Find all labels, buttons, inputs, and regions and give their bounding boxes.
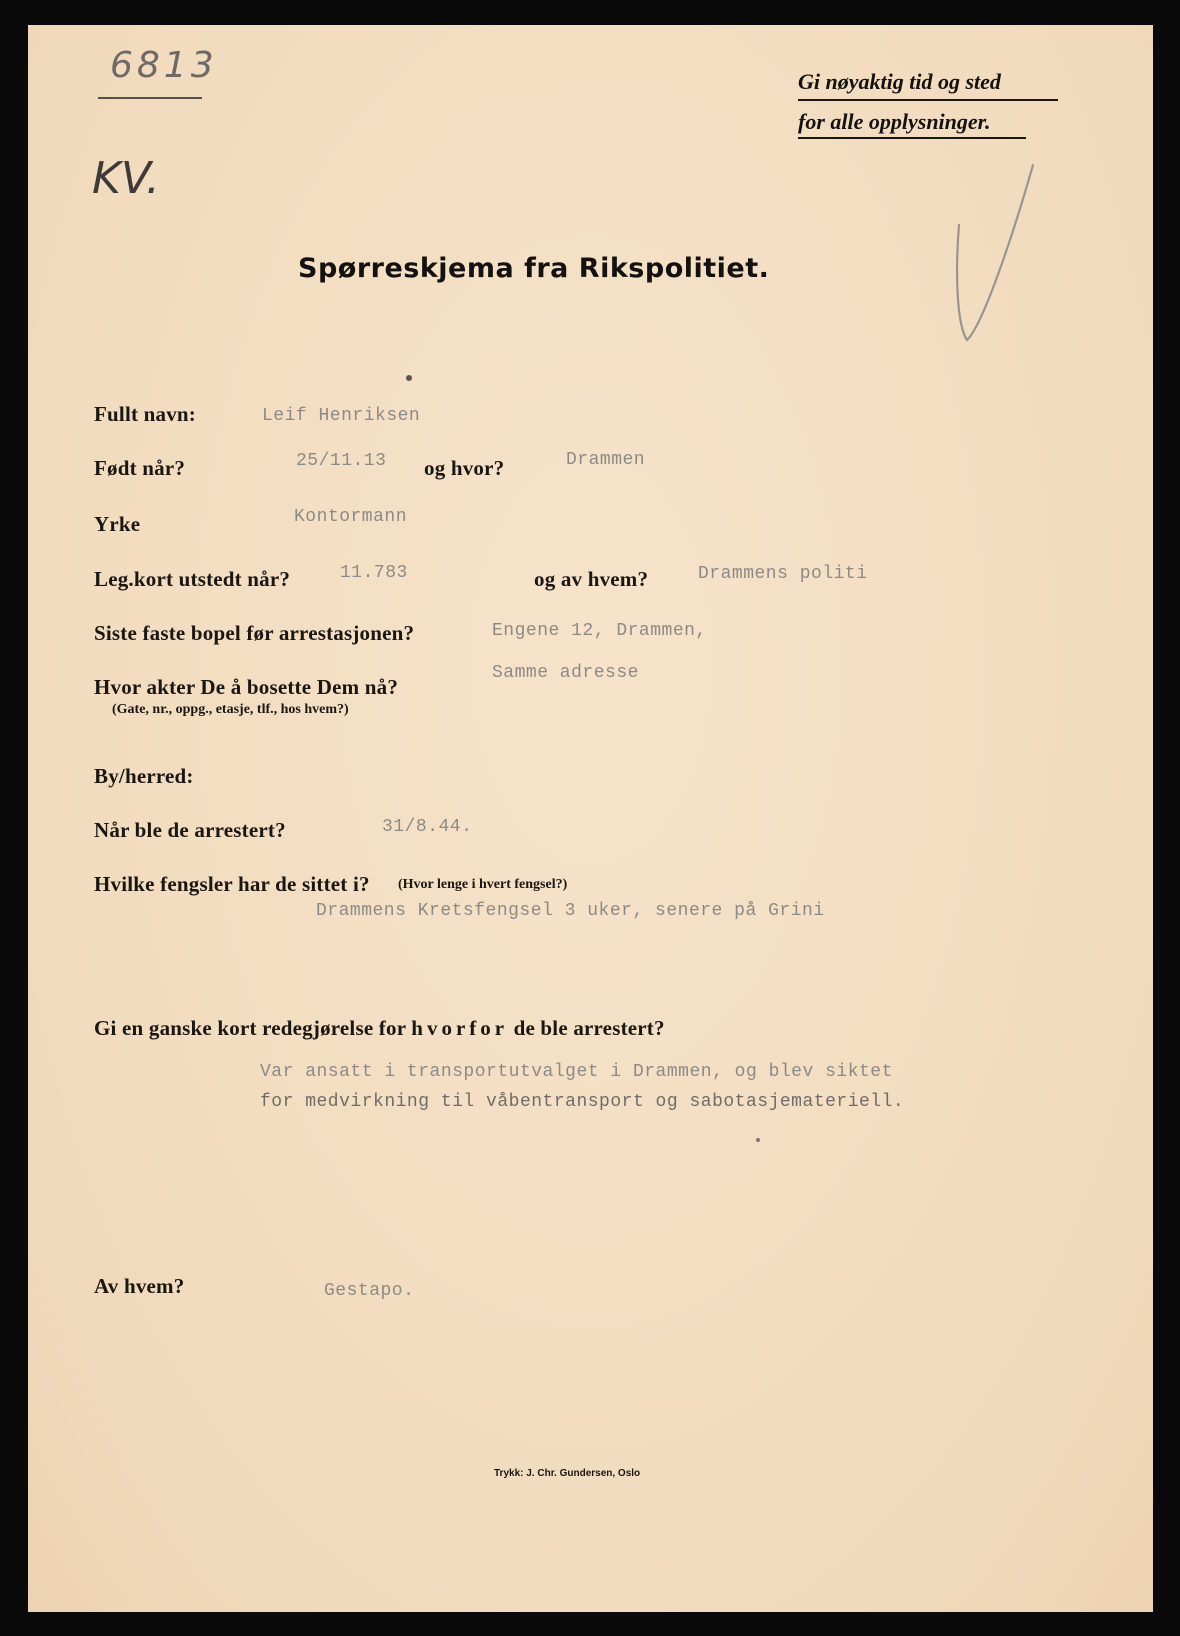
prisons-hint: (Hvor lenge i hvert fengsel?) — [398, 877, 568, 892]
arrested-by-value: Gestapo. — [324, 1281, 415, 1301]
archive-number: 6813 — [110, 45, 218, 86]
reason-value-line-2: for medvirkning til våbentransport og sabotasjemateriell. — [260, 1092, 905, 1112]
printer-credit: Trykk: J. Chr. Gundersen, Oslo — [494, 1468, 641, 1479]
ink-speck — [406, 375, 412, 381]
future-address-label: Hvor akter De å bosette Dem nå? — [94, 675, 399, 699]
arrest-date-value: 31/8.44. — [382, 817, 473, 837]
last-address-label: Siste faste bopel før arrestasjonen? — [94, 621, 415, 645]
full-name-label: Fullt navn: — [94, 402, 196, 426]
reason-label-suffix: de ble arrestert? — [513, 1016, 665, 1040]
prisons-value: Drammens Kretsfengsel 3 uker, senere på Grini — [316, 901, 825, 921]
born-when-value: 25/11.13 — [296, 451, 387, 471]
future-address-hint: (Gate, nr., oppg., etasje, tlf., hos hvem?) — [112, 702, 349, 717]
reason-label-emph: hvorfor — [411, 1016, 509, 1040]
last-address-value: Engene 12, Drammen, — [492, 621, 707, 641]
prisons-label: Hvilke fengsler har de sittet i? — [94, 872, 370, 896]
reason-value-line-1: Var ansatt i transportutvalget i Drammen, og blev siktet — [260, 1062, 893, 1082]
id-issued-when-label: Leg.kort utstedt når? — [94, 567, 291, 591]
occupation-value: Kontormann — [294, 507, 408, 527]
arrested-by-label: Av hvem? — [94, 1274, 185, 1298]
form-title: Spørreskjema fra Rikspolitiet. — [298, 253, 770, 284]
form-sheet — [28, 25, 1153, 1612]
ink-speck — [756, 1138, 760, 1142]
full-name-value: Leif Henriksen — [262, 406, 421, 426]
future-address-value: Samme adresse — [492, 663, 639, 683]
born-where-value: Drammen — [566, 450, 646, 470]
city-label: By/herred: — [94, 764, 194, 788]
arrest-date-label: Når ble de arrestert? — [94, 818, 286, 842]
archive-number-underline — [98, 97, 202, 99]
notice-rule-1 — [798, 99, 1058, 101]
id-issued-by-value: Drammens politi — [698, 564, 868, 584]
notice-line-2: for alle opplysninger. — [798, 109, 991, 134]
born-where-label: og hvor? — [424, 456, 505, 480]
born-when-label: Født når? — [94, 456, 186, 480]
occupation-label: Yrke — [94, 512, 141, 536]
notice-rule-2 — [798, 137, 1026, 139]
kv-mark: KV. — [92, 153, 160, 204]
notice-line-1: Gi nøyaktig tid og sted — [798, 69, 1001, 94]
reason-label — [94, 1016, 665, 1041]
reason-label-prefix: Gi en ganske kort redegjørelse for — [94, 1016, 406, 1040]
check-mark-icon — [953, 155, 1043, 355]
id-issued-when-value: 11.783 — [340, 563, 408, 583]
id-issued-by-label: og av hvem? — [534, 567, 649, 591]
